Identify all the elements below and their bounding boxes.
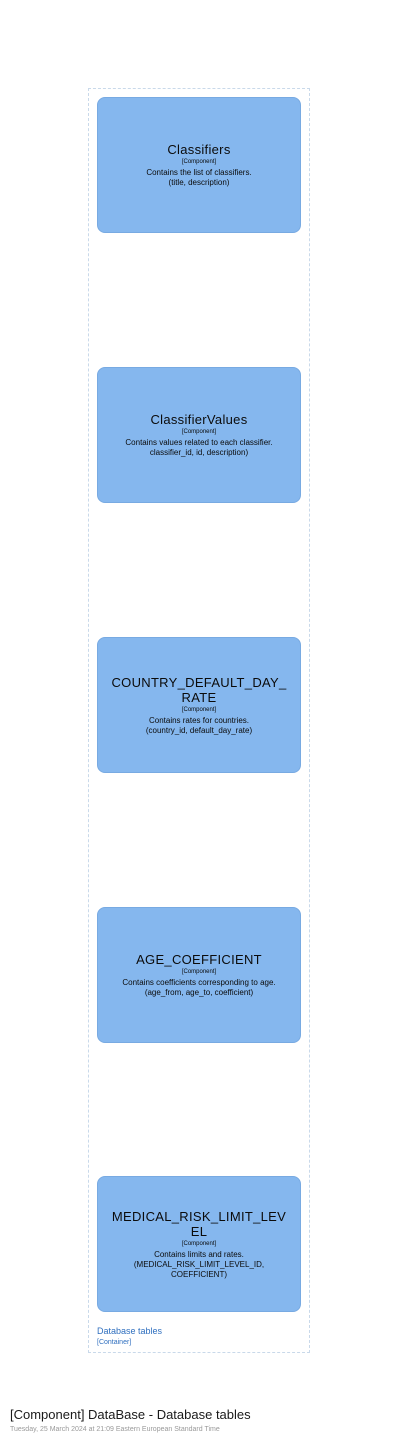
- component-description: Contains coefficients corresponding to age. (age_from, age_to, coefficient): [122, 978, 276, 997]
- component-description: Contains values related to each classifier. classifier_id, id, description): [125, 438, 273, 457]
- boundary-label: Database tables: [97, 1326, 163, 1336]
- component-age-coefficient[interactable]: [97, 907, 301, 1043]
- component-name: COUNTRY_DEFAULT_DAY_RATE: [111, 674, 287, 705]
- component-description: Contains rates for countries. (country_id, default_day_rate): [145, 715, 253, 735]
- component-type: [Component]: [181, 429, 217, 435]
- component-name: ClassifierValues: [150, 412, 248, 427]
- component-medical-risk-limit-level[interactable]: [97, 1176, 301, 1312]
- component-type: [Component]: [181, 969, 217, 975]
- component-name: MEDICAL_RISK_LIMIT_LEVEL: [111, 1208, 287, 1239]
- component-name: AGE_COEFFICIENT: [136, 952, 262, 967]
- component-type: [Component]: [181, 1240, 217, 1247]
- diagram-meta: Tuesday, 25 March 2024 at 21:09 Eastern European Standard Time: [10, 1426, 220, 1433]
- component-classifiers[interactable]: [97, 97, 301, 233]
- component-type: [Component]: [181, 706, 217, 713]
- component-description: Contains the list of classifiers. (title, description): [146, 168, 252, 187]
- component-type: [Component]: [181, 159, 217, 165]
- component-name: Classifiers: [167, 142, 231, 157]
- component-classifier-values[interactable]: [97, 367, 301, 503]
- component-description: Contains limits and rates. (MEDICAL_RISK_LIMIT_LEVEL_ID, COEFFICIENT): [133, 1249, 265, 1279]
- diagram-title: [Component] DataBase - Database tables: [10, 1407, 251, 1422]
- component-country-default-day-rate[interactable]: [97, 637, 301, 773]
- boundary-type: [Container]: [97, 1339, 132, 1346]
